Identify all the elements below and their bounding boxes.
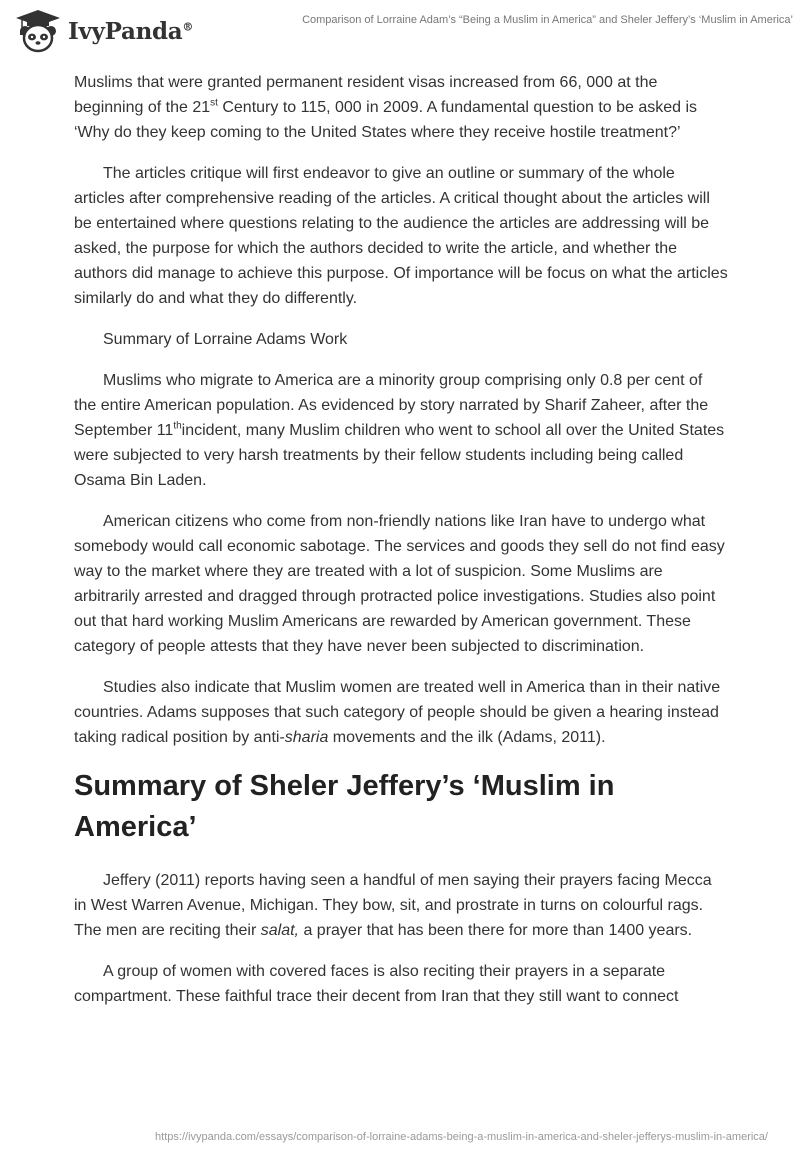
logo[interactable] [14, 9, 193, 53]
paragraph-critique-outline: The articles critique will first endeavor to give an outline or summary of the whole articles after comprehensive reading of the articles. A critical thought about the articles will be entertained where questions relating to the audience the articles are addressing will be asked, the purpose for which the authors decided to write the article, and whether the authors did manage to achieve this purpose. Of importance will be focus on what the articles similarly do and what they do differently. [74, 165, 728, 307]
page-header [0, 0, 800, 62]
panda-graduate-icon [14, 9, 62, 53]
paragraph-women-prayers: A group of women with covered faces is also reciting their prayers in a separate compartment. These faithful trace their decent from Iran that they still want to connect [74, 963, 679, 1005]
article-body [74, 70, 728, 1025]
paragraph-prayers-michigan: Jeffery (2011) reports having seen a handful of men saying their prayers facing Mecca in West Warren Avenue, Michigan. They bow, sit, and prostrate in turns on colourful rags. The men are reciting their salat, a prayer that has been there for more than 1400 years. [74, 872, 712, 939]
source-url[interactable]: https://ivypanda.com/essays/comparison-of-lorraine-adams-being-a-muslim-in-america-and-sheler-jefferys-muslim-in-america/ [155, 1131, 768, 1143]
document-title: Comparison of Lorraine Adam’s “Being a Muslim in America” and Sheler Jeffery’s ‘Muslim in America’ [302, 14, 793, 26]
logo-text: IvyPanda® [68, 17, 194, 45]
section-heading-jeffery: Summary of Sheler Jeffery’s ‘Muslim in America’ [74, 770, 615, 843]
paragraph-economic-sabotage: American citizens who come from non-friendly nations like Iran have to undergo what somebody would call economic sabotage. The services and goods they sell do not find easy way to the market where they are treated with a lot of suspicion. Some Muslims are arbitrarily arrested and dragged through protracted police investigations. Studies also point out that hard working Muslim Americans are rewarded by American government. These category of people attests that they have never been subjected to discrimination. [74, 513, 725, 655]
paragraph-muslim-women: Studies also indicate that Muslim women are treated well in America than in their native countries. Adams supposes that such category of people should be given a hearing instead taking radical position by anti-sharia movements and the ilk (Adams, 2011). [74, 679, 721, 746]
paragraph-visas: Muslims that were granted permanent resident visas increased from 66, 000 at the beginning of the 21st Century to 115, 000 in 2009. A fundamental question to be asked is ‘Why do they keep coming to the United States where they receive hostile treatment?’ [74, 74, 698, 141]
paragraph-minority-group: Muslims who migrate to America are a minority group comprising only 0.8 per cent of the entire American population. As evidenced by story narrated by Sharif Zaheer, after the September 11thincident, many Muslim children who went to school all over the United States were subjected to very harsh treatments by their fellow students including being called Osama Bin Laden. [74, 372, 725, 489]
subheading-adams-summary: Summary of Lorraine Adams Work [103, 331, 348, 348]
